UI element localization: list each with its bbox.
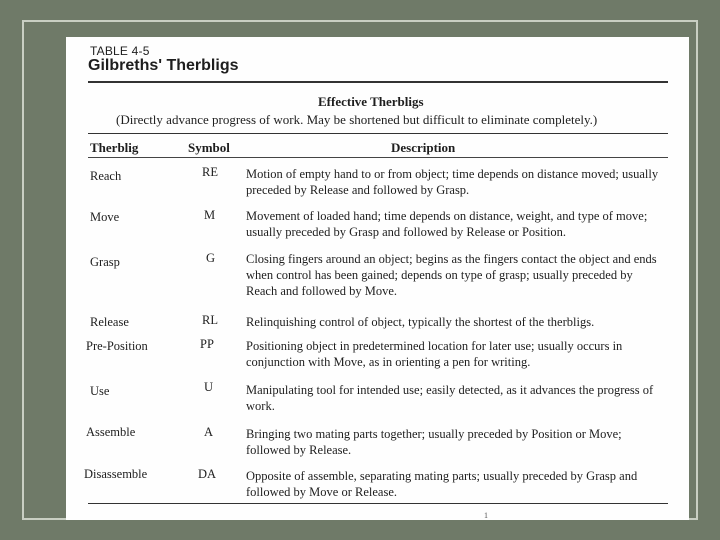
row-description: Opposite of assemble, separating mating parts; usually preceded by Grasp and followed by Move or Release. bbox=[246, 469, 638, 499]
row-therblig: Grasp bbox=[90, 255, 120, 269]
row-therblig: Reach bbox=[90, 169, 122, 183]
row-description: Closing fingers around an object; begins as the fingers contact the object and ends when control has been gained; depends on type of grasp; usually preceded by Reach and followed by Move. bbox=[246, 252, 657, 298]
page-mark: 1 bbox=[484, 511, 488, 520]
column-header-symbol: Symbol bbox=[188, 140, 230, 155]
row-therblig: Move bbox=[90, 210, 120, 224]
section-title: Effective Therbligs bbox=[318, 94, 424, 109]
row-description: Relinquishing control of object, typically the shortest of the therbligs. bbox=[246, 315, 595, 329]
row-therblig: Assemble bbox=[86, 425, 136, 439]
table-title: Gilbreths' Therbligs bbox=[88, 57, 239, 74]
row-symbol: DA bbox=[198, 467, 217, 481]
top-rule bbox=[88, 81, 668, 83]
row-therblig: Release bbox=[90, 315, 129, 329]
row-description: Movement of loaded hand; time depends on distance, weight, and type of move; usually preceded by Grasp and followed by Release or Position. bbox=[246, 209, 648, 239]
header-rule bbox=[88, 157, 668, 158]
table-number: TABLE 4-5 bbox=[90, 44, 150, 58]
row-therblig: Disassemble bbox=[84, 467, 148, 481]
row-description: Bringing two mating parts together; usually preceded by Position or Move; followed by Release. bbox=[246, 427, 622, 457]
row-therblig: Pre-Position bbox=[86, 339, 148, 353]
section-subtitle: (Directly advance progress of work. May be shortened but difficult to eliminate completely.) bbox=[116, 112, 598, 127]
row-symbol: A bbox=[204, 425, 214, 439]
row-symbol: PP bbox=[200, 337, 214, 351]
row-symbol: RL bbox=[202, 313, 218, 327]
row-description: Motion of empty hand to or from object; time depends on distance moved; usually preceded by Release and followed by Grasp. bbox=[246, 167, 659, 197]
row-symbol: M bbox=[204, 208, 216, 222]
column-header-description: Description bbox=[391, 140, 456, 155]
scanned-table-page bbox=[66, 37, 689, 520]
section-rule bbox=[88, 133, 668, 134]
column-header-therblig: Therblig bbox=[90, 140, 139, 155]
row-description: Manipulating tool for intended use; easily detected, as it advances the progress of work. bbox=[246, 383, 654, 413]
row-description: Positioning object in predetermined location for later use; usually occurs in conjunction with Move, as in orienting a pen for writing. bbox=[246, 339, 623, 369]
row-symbol: G bbox=[206, 251, 216, 265]
bottom-rule bbox=[88, 503, 668, 504]
row-symbol: RE bbox=[202, 165, 218, 179]
row-symbol: U bbox=[204, 380, 214, 394]
row-therblig: Use bbox=[90, 384, 110, 398]
